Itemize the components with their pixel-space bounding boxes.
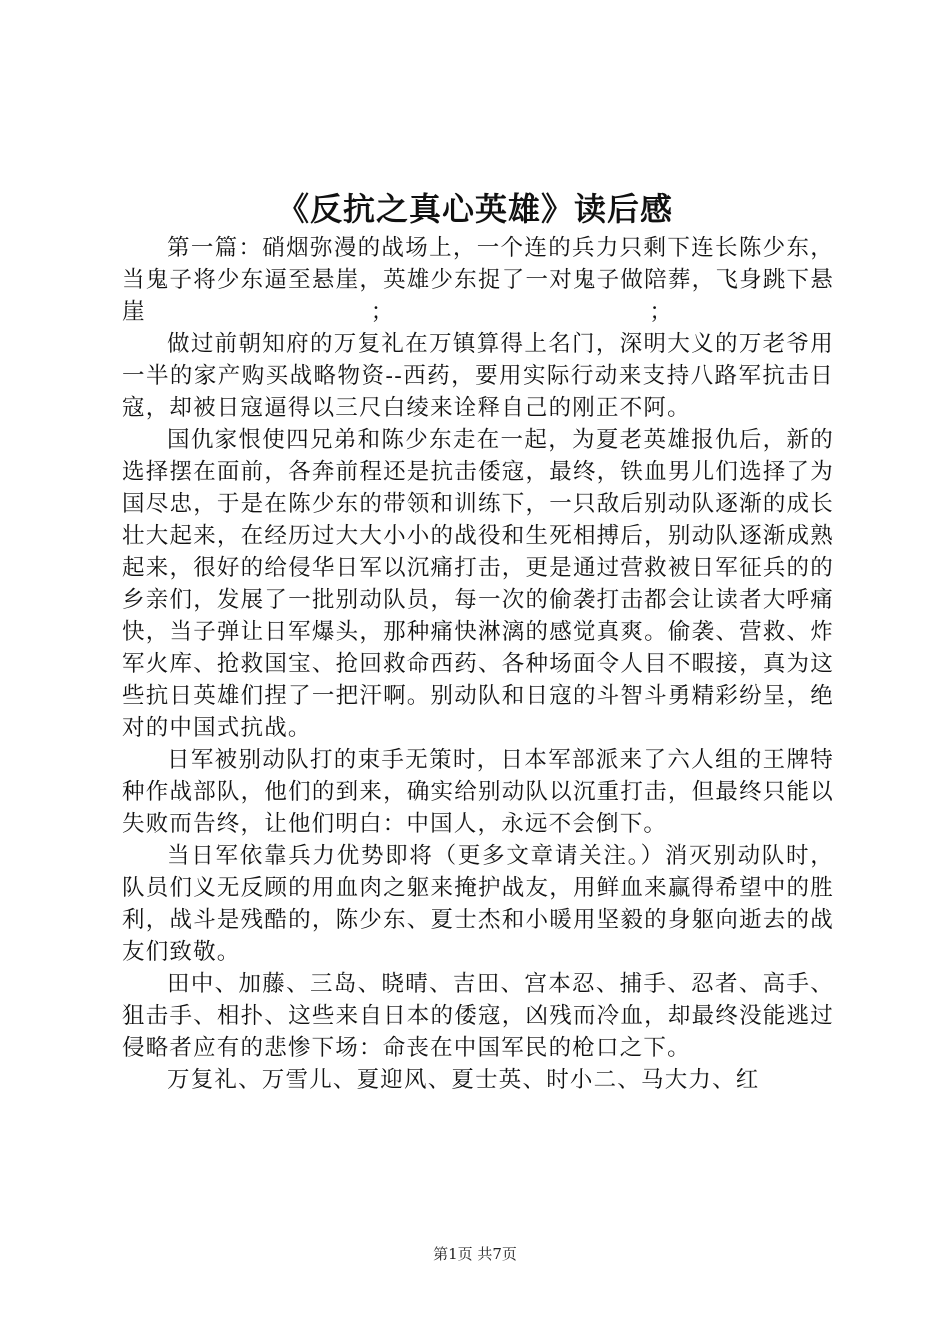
document-body — [122, 232, 834, 1096]
paragraph-5: 当日军依靠兵力优势即将（更多文章请关注。）消灭别动队时，队员们义无反顾的用血肉之躯来掩护战友，用鲜血来赢得希望中的胜利，战斗是残酷的，陈少东、夏士杰和小暖用坚毅的身躯向逝去的战友们致敬。 — [122, 843, 834, 965]
document-title: 《反抗之真心英雄》读后感 — [276, 190, 673, 228]
paragraph-1-mark-a: ； — [370, 299, 395, 325]
paragraph-1-text: 第一篇：硝烟弥漫的战场上，一个连的兵力只剩下连长陈少东，当鬼子将少东逼至悬崖，英雄少东捉了一对鬼子做陪葬，飞身跳下悬崖 — [122, 235, 834, 325]
paragraph-2: 做过前朝知府的万复礼在万镇算得上名门，深明大义的万老爷用一半的家产购买战略物资--西药，要用实际行动来支持八路军抗击日寇，却被日寇逼得以三尺白绫来诠释自己的刚正不阿。 — [122, 331, 834, 421]
paragraph-1-mark-b: ； — [649, 299, 674, 325]
paragraph-7: 万复礼、万雪儿、夏迎风、夏士英、时小二、马大力、红 — [167, 1067, 760, 1093]
paragraph-1 — [122, 232, 834, 328]
paragraph-3: 国仇家恨使四兄弟和陈少东走在一起，为夏老英雄报仇后，新的选择摆在面前，各奔前程还是抗击倭寇，最终，铁血男儿们选择了为国尽忠，于是在陈少东的带领和训练下，一只敌后别动队逐渐的成长壮大起来，在经历过大大小小的战役和生死相搏后，别动队逐渐成熟起来，很好的给侵华日军以沉痛打击，更是通过营救被日军征兵的的乡亲们，发展了一批别动队员，每一次的偷袭打击都会让读者大呼痛快，当子弹让日军爆头，那种痛快淋漓的感觉真爽。偷袭、营救、炸军火库、抢救国宝、抢回救命西药、各种场面令人目不暇接，真为这些抗日英雄们捏了一把汗啊。别动队和日寇的斗智斗勇精彩纷呈，绝对的中国式抗战。 — [122, 427, 834, 741]
paragraph-6: 田中、加藤、三岛、晓晴、吉田、宫本忍、捕手、忍者、高手、狙击手、相扑、这些来自日本的倭寇，凶残而冷血，却最终没能逃过侵略者应有的悲惨下场：命丧在中国军民的枪口之下。 — [122, 971, 834, 1061]
page-footer: 第1页 共7页 — [433, 1245, 517, 1263]
paragraph-4: 日军被别动队打的束手无策时，日本军部派来了六人组的王牌特种作战部队，他们的到来，确实给别动队以沉重打击，但最终只能以失败而告终，让他们明白：中国人，永远不会倒下。 — [122, 747, 834, 837]
